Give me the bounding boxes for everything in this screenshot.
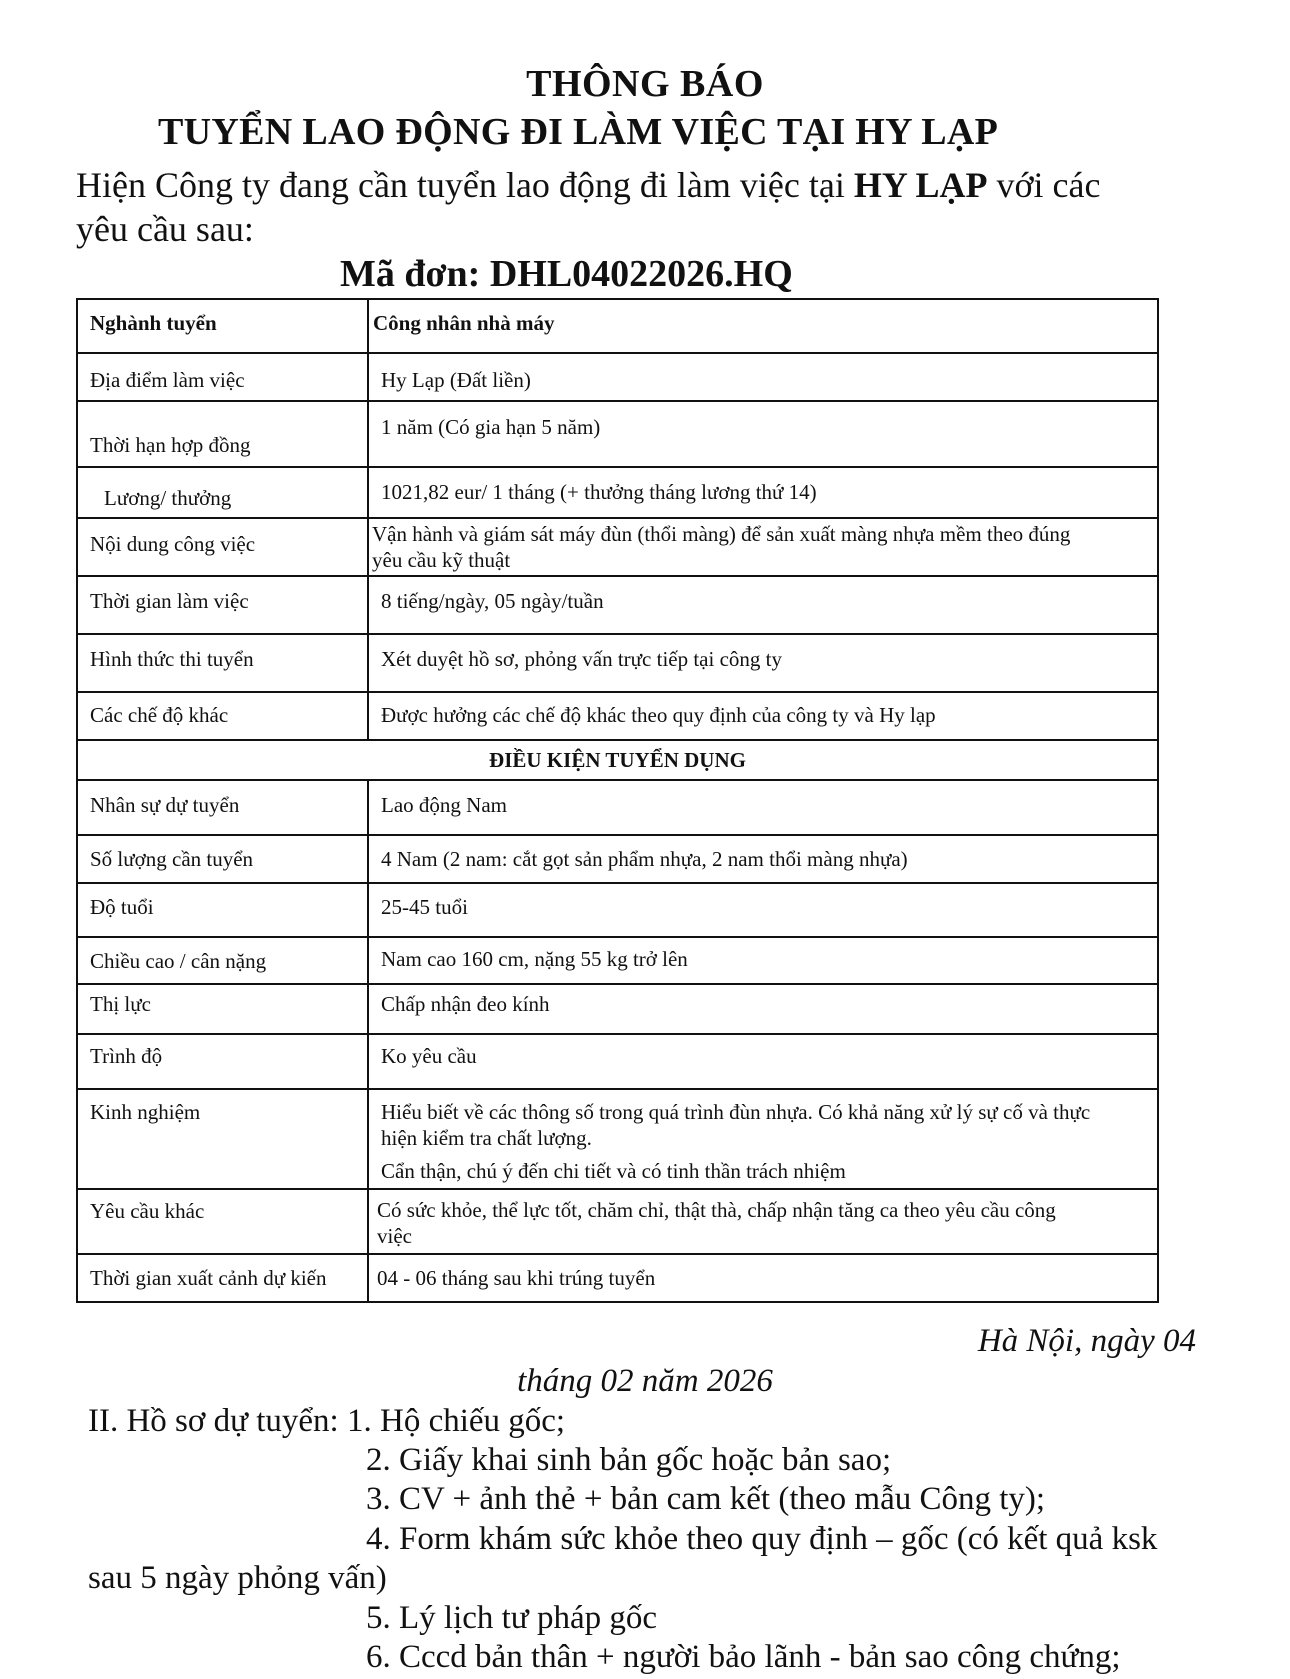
row-value <box>368 518 1158 576</box>
value-line: Cẩn thận, chú ý đến chi tiết và có tinh thần trách nhiệm <box>381 1158 846 1183</box>
document-item: 5. Lý lịch tư pháp gốc <box>366 1600 657 1636</box>
documents-heading-line <box>88 1403 565 1440</box>
row-label: Hình thức thi tuyển <box>77 634 368 692</box>
table-row <box>77 937 1158 984</box>
value-line: Vận hành và giám sát máy đùn (thổi màng) để sản xuất màng nhựa mềm theo đúng <box>372 522 1071 546</box>
table-row <box>77 1254 1158 1302</box>
document-item-continuation: sau 5 ngày phỏng vấn) <box>88 1560 387 1596</box>
intro-country: HY LẠP <box>853 165 988 205</box>
row-label: Chiều cao / cân nặng <box>77 937 368 984</box>
date-line-2: tháng 02 năm 2026 <box>517 1363 773 1399</box>
table-row <box>77 984 1158 1034</box>
order-code: Mã đơn: DHL04022026.HQ <box>340 253 793 295</box>
table-row <box>77 467 1158 518</box>
row-value: 1021,82 eur/ 1 tháng (+ thưởng tháng lương thứ 14) <box>368 467 1158 518</box>
section-title: ĐIỀU KIỆN TUYỂN DỤNG <box>77 740 1158 780</box>
row-label: Địa điểm làm việc <box>77 353 368 401</box>
intro-line-1 <box>76 164 1100 206</box>
table-row <box>77 780 1158 835</box>
row-label: Nhân sự dự tuyển <box>77 780 368 835</box>
table-row <box>77 883 1158 937</box>
table-row <box>77 1189 1158 1254</box>
document-item: 6. Cccd bản thân + người bảo lãnh - bản sao công chứng; <box>366 1639 1121 1675</box>
row-value: 4 Nam (2 nam: cắt gọt sản phẩm nhựa, 2 nam thổi màng nhựa) <box>368 835 1158 883</box>
document-item: 4. Form khám sức khỏe theo quy định – gốc (có kết quả ksk <box>366 1521 1158 1557</box>
table-row <box>77 518 1158 576</box>
documents-heading: II. Hồ sơ dự tuyển: <box>88 1403 347 1439</box>
value-line: hiện kiểm tra chất lượng. <box>381 1126 592 1151</box>
row-label: Trình độ <box>77 1034 368 1089</box>
table-row <box>77 692 1158 740</box>
intro-text-part1: Hiện Công ty đang cần tuyển lao động đi làm việc tại <box>76 165 854 205</box>
row-value: 25-45 tuổi <box>368 883 1158 937</box>
row-label: Thời gian làm việc <box>77 576 368 634</box>
row-value: Lao động Nam <box>368 780 1158 835</box>
document-item: 2. Giấy khai sinh bản gốc hoặc bản sao; <box>366 1442 892 1478</box>
row-value: Được hưởng các chế độ khác theo quy định của công ty và Hy lạp <box>368 692 1158 740</box>
value-line: Có sức khỏe, thể lực tốt, chăm chỉ, thật thà, chấp nhận tăng ca theo yêu cầu công <box>377 1198 1056 1222</box>
table-row <box>77 1034 1158 1089</box>
value-line: Hiểu biết về các thông số trong quá trình đùn nhựa. Có khả năng xử lý sự cố và thực <box>381 1100 1091 1124</box>
notice-title: THÔNG BÁO <box>526 63 764 105</box>
table-row <box>77 353 1158 401</box>
row-label: Các chế độ khác <box>77 692 368 740</box>
job-info-table <box>76 298 1159 1303</box>
row-value: Nam cao 160 cm, nặng 55 kg trở lên <box>368 937 1158 984</box>
row-label: Thời gian xuất cảnh dự kiến <box>77 1254 368 1302</box>
row-label: Nghành tuyển <box>77 299 368 353</box>
value-line: yêu cầu kỹ thuật <box>372 548 511 573</box>
document-item: 3. CV + ảnh thẻ + bản cam kết (theo mẫu Công ty); <box>366 1481 1046 1517</box>
table-row <box>77 299 1158 353</box>
row-value: 1 năm (Có gia hạn 5 năm) <box>368 401 1158 467</box>
row-value <box>368 1189 1158 1254</box>
notice-subtitle: TUYỂN LAO ĐỘNG ĐI LÀM VIỆC TẠI HY LẠP <box>158 111 999 153</box>
row-value: Chấp nhận đeo kính <box>368 984 1158 1034</box>
row-label: Số lượng cần tuyển <box>77 835 368 883</box>
row-value <box>368 1089 1158 1189</box>
value-line: việc <box>377 1224 412 1249</box>
row-label: Thị lực <box>77 984 368 1034</box>
table-row <box>77 740 1158 780</box>
date-line-1: Hà Nội, ngày 04 <box>977 1323 1196 1359</box>
row-label: Thời hạn hợp đồng <box>77 401 368 467</box>
table-row <box>77 634 1158 692</box>
row-value: Công nhân nhà máy <box>368 299 1158 353</box>
row-label: Kinh nghiệm <box>77 1089 368 1189</box>
table-row <box>77 835 1158 883</box>
row-value: Ko yêu cầu <box>368 1034 1158 1089</box>
table-row <box>77 401 1158 467</box>
row-label: Độ tuổi <box>77 883 368 937</box>
document-item: 1. Hộ chiếu gốc; <box>346 1403 566 1439</box>
row-value: Xét duyệt hồ sơ, phỏng vấn trực tiếp tại công ty <box>368 634 1158 692</box>
table-row <box>77 1089 1158 1189</box>
row-value: 8 tiếng/ngày, 05 ngày/tuần <box>368 576 1158 634</box>
row-value: 04 - 06 tháng sau khi trúng tuyển <box>368 1254 1158 1302</box>
row-label: Lương/ thưởng <box>77 467 368 518</box>
row-label: Yêu cầu khác <box>77 1189 368 1254</box>
row-label: Nội dung công việc <box>77 518 368 576</box>
table-row <box>77 576 1158 634</box>
intro-text-part2: với các <box>987 165 1101 205</box>
row-value: Hy Lạp (Đất liền) <box>368 353 1158 401</box>
intro-line-2: yêu cầu sau: <box>76 209 254 249</box>
